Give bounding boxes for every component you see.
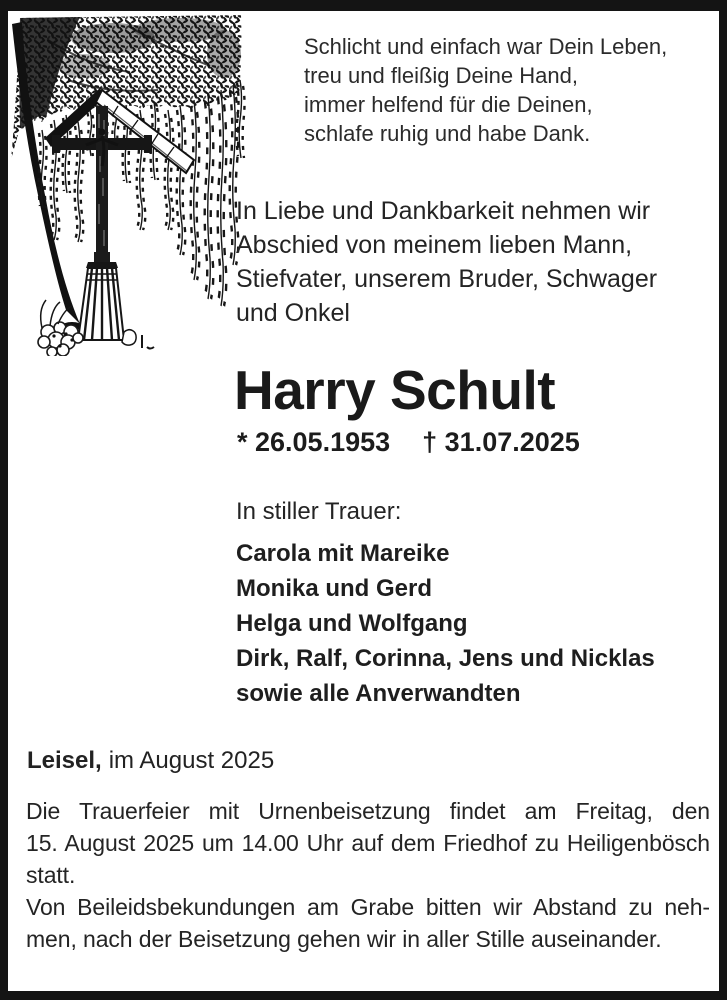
place-name: Leisel, (27, 747, 102, 774)
mourner-name: Dirk, Ralf, Corinna, Jens und Nicklas (236, 645, 655, 672)
mourner-name: Monika und Gerd (236, 575, 433, 602)
willow-crucifix-illustration (8, 10, 246, 356)
intro-line: In Liebe und Dankbarkeit nehmen wir (236, 197, 651, 225)
life-dates (237, 427, 580, 458)
funeral-info (26, 795, 710, 955)
death-date: † 31.07.2025 (422, 427, 580, 457)
mourner-name: Carola mit Mareike (236, 540, 450, 567)
funeral-line: statt. (26, 862, 76, 888)
funeral-line: Von Beileidsbekundungen am Grabe bitten wir Abstand zu neh- (26, 894, 710, 920)
mourner-name: Helga und Wolfgang (236, 610, 468, 637)
verse-line: Schlicht und einfach war Dein Leben, (304, 34, 668, 59)
funeral-line: Die Trauerfeier mit Urnenbeisetzung findet am Freitag, den (26, 798, 710, 824)
verse-line: schlafe ruhig und habe Dank. (304, 121, 591, 146)
funeral-line: men, nach der Beisetzung gehen wir in aller Stille auseinander. (26, 926, 662, 952)
intro-line: Stiefvater, unserem Bruder, Schwager (236, 265, 658, 293)
funeral-line: 15. August 2025 um 14.00 Uhr auf dem Friedhof zu Heiligenbösch (26, 830, 710, 856)
intro-text (236, 194, 657, 330)
dateline-date: im August 2025 (108, 747, 275, 774)
verse-line: immer helfend für die Deinen, (304, 92, 593, 117)
intro-line: Abschied von meinem lieben Mann, (236, 231, 633, 259)
mourner-name: sowie alle Anverwandten (236, 680, 521, 707)
place-dateline (27, 747, 274, 775)
memorial-verse (304, 32, 667, 148)
verse-line: treu und fleißig Deine Hand, (304, 63, 578, 88)
mourners-heading: In stiller Trauer: (236, 498, 402, 525)
mourners-block (236, 499, 655, 711)
birth-date: * 26.05.1953 (237, 427, 391, 457)
deceased-name: Harry Schult (234, 359, 556, 421)
intro-line: und Onkel (236, 299, 350, 327)
